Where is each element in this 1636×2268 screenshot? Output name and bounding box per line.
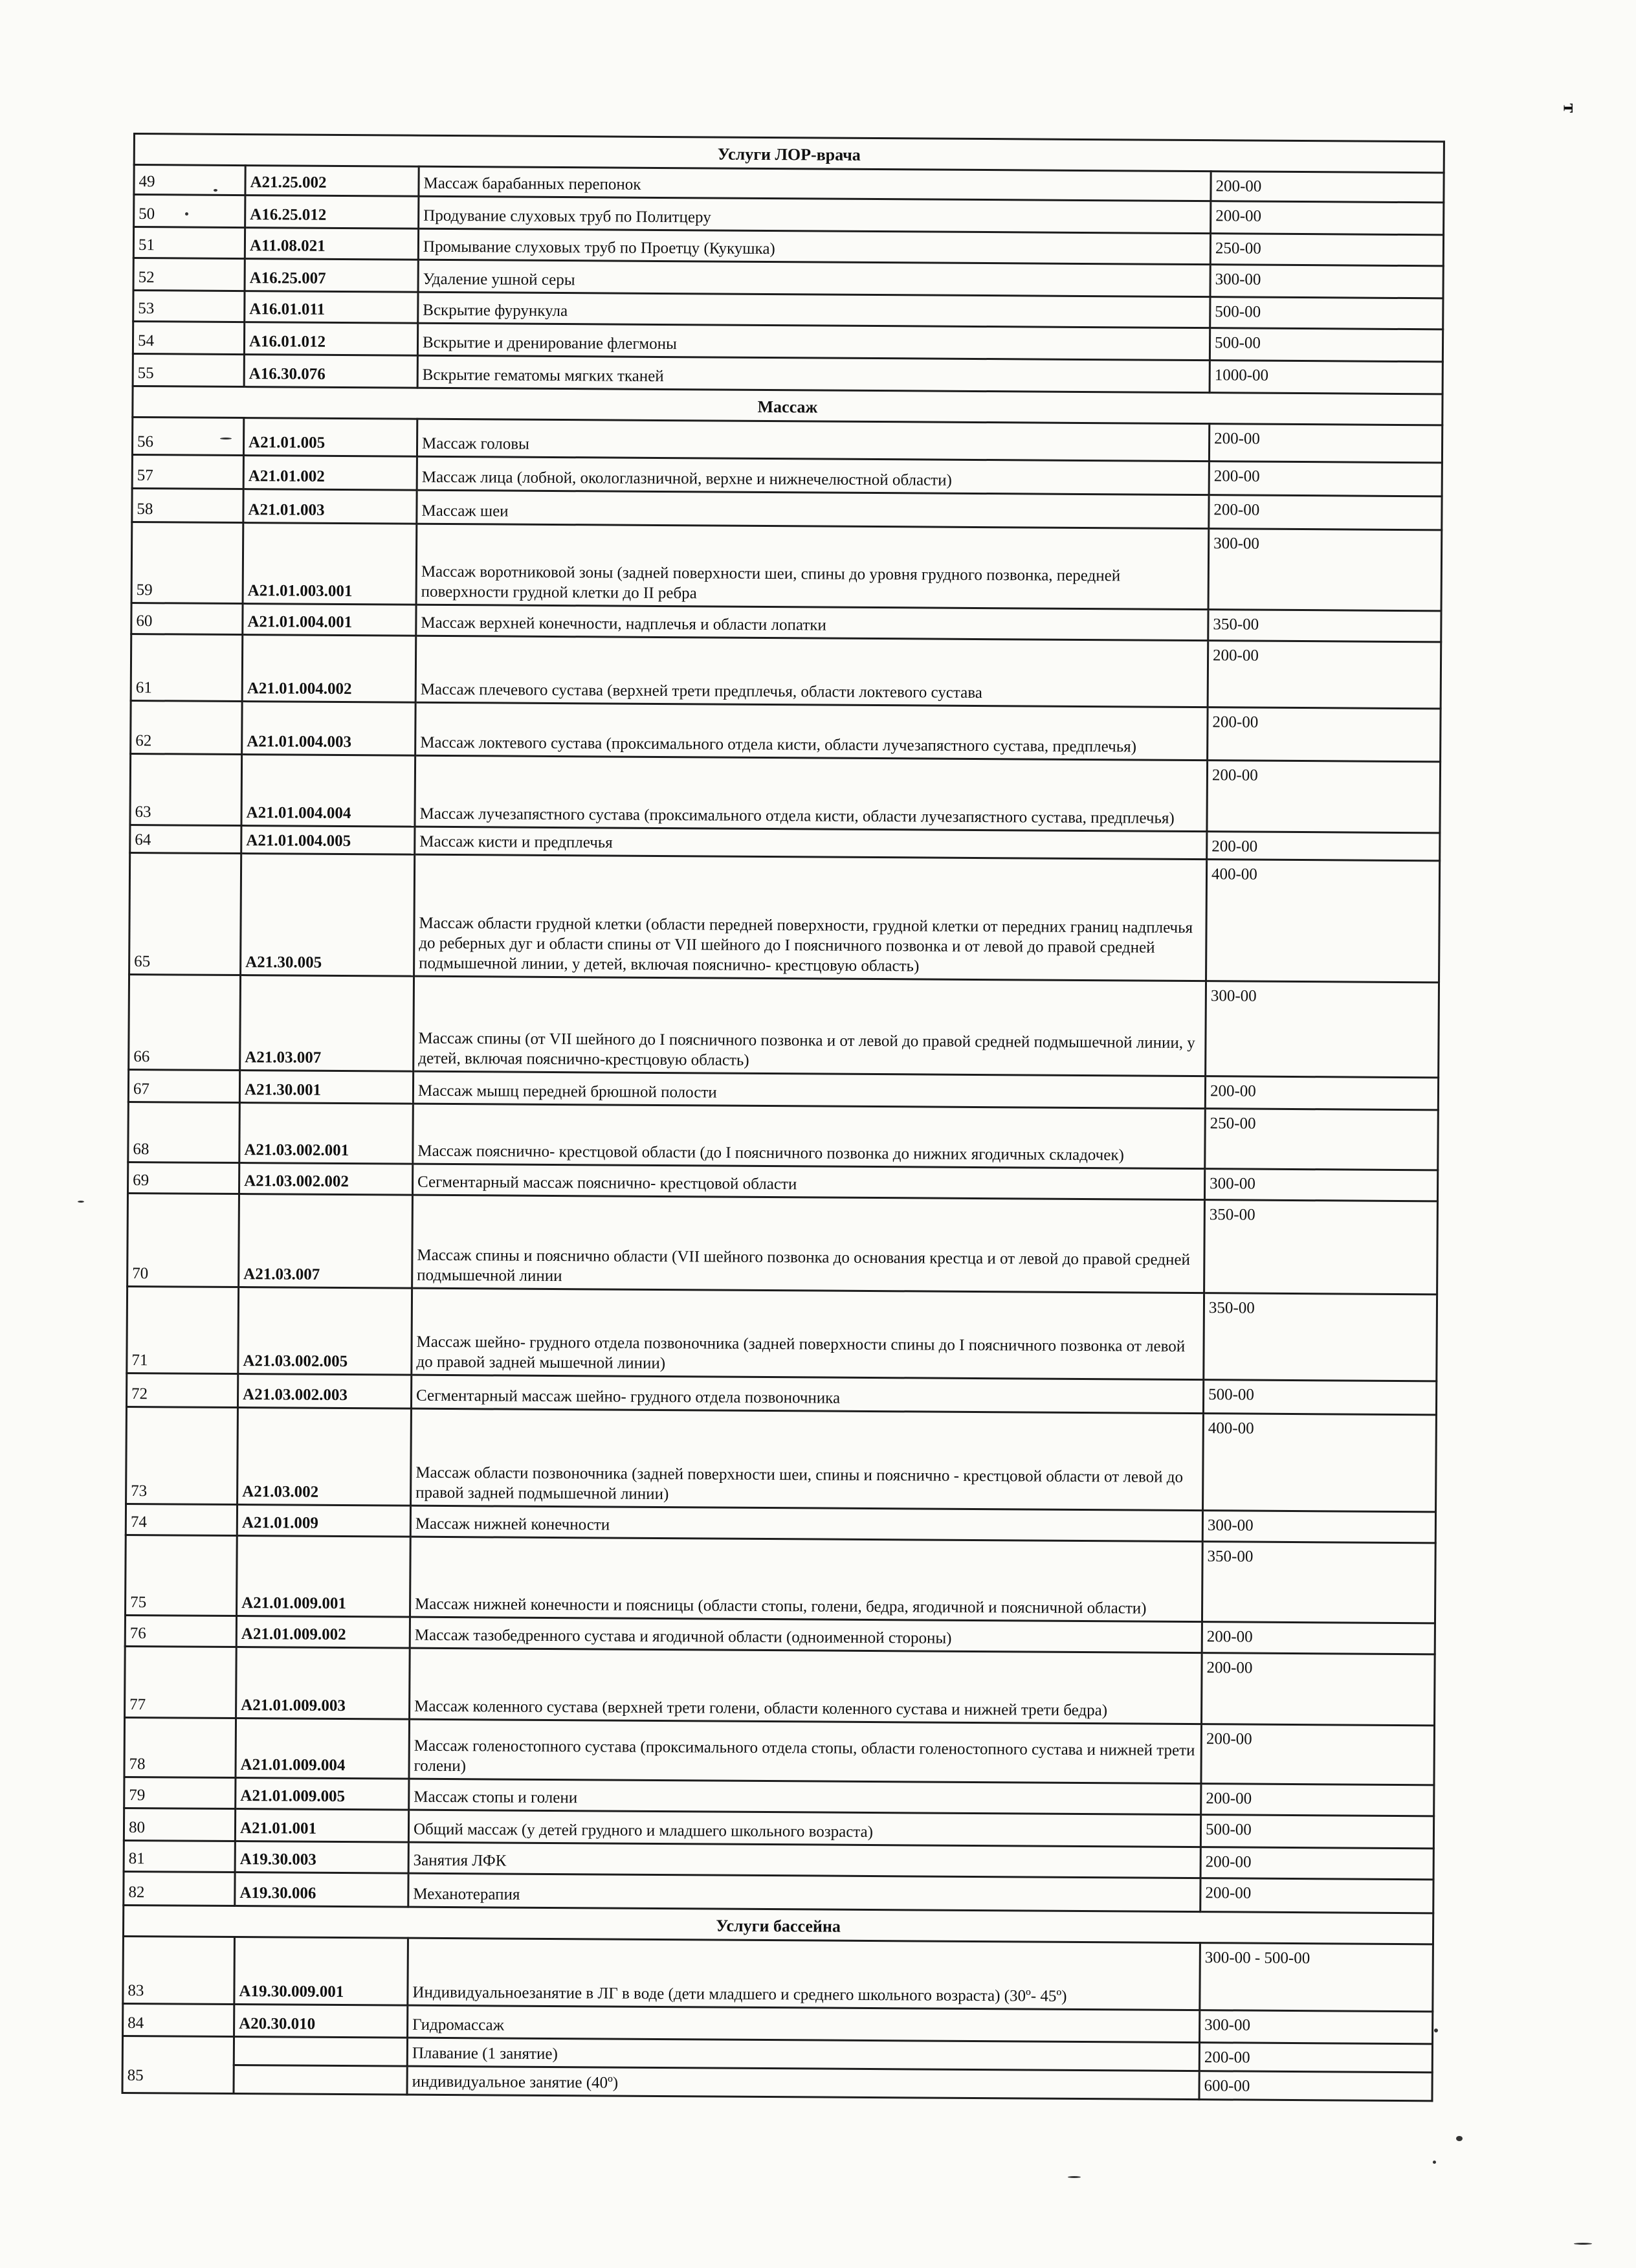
service-code: A11.08.021 xyxy=(245,228,418,260)
service-name: Гидромассаж xyxy=(408,2005,1200,2042)
scan-speck xyxy=(220,438,232,439)
service-price: 200-00 xyxy=(1200,1847,1433,1880)
service-price: 200-00 xyxy=(1208,641,1441,709)
service-price: 300-00 xyxy=(1202,1511,1435,1543)
service-price: 250-00 xyxy=(1210,234,1443,266)
table-row xyxy=(126,1407,1437,1512)
table-row xyxy=(129,975,1439,1078)
service-price: 200-00 xyxy=(1205,1076,1438,1110)
service-name: Вскрытие и дренирование флегмоны xyxy=(417,323,1210,360)
service-price: 1000-00 xyxy=(1210,361,1443,394)
service-code: A19.30.009.001 xyxy=(234,1937,408,2006)
row-number: 84 xyxy=(123,2004,234,2037)
row-number: 54 xyxy=(133,322,244,355)
service-code: A21.30.001 xyxy=(239,1071,413,1104)
scan-speck xyxy=(1433,2161,1436,2164)
row-number: 79 xyxy=(124,1777,236,1809)
service-name: Удаление ушной серы xyxy=(418,260,1210,296)
scan-speck xyxy=(78,1201,84,1203)
row-number: 76 xyxy=(125,1616,236,1647)
row-number: 78 xyxy=(124,1718,236,1778)
service-price: 200-00 xyxy=(1202,1622,1435,1654)
service-code: A21.01.009.002 xyxy=(236,1616,410,1649)
service-code: A21.01.009.003 xyxy=(236,1647,410,1720)
service-name: Массаж спины (от VII шейного до I поясничного позвонка и от левой до правой средней подмышечной линии, у детей, включая пояснично-крестцовую область) xyxy=(414,976,1206,1076)
service-name: Общий массаж (у детей грудного и младшего школьного возраста) xyxy=(408,1810,1200,1847)
row-number: 71 xyxy=(127,1287,239,1374)
service-code: A21.01.009 xyxy=(237,1505,410,1537)
row-number: 61 xyxy=(131,634,243,701)
service-code: A21.01.009.004 xyxy=(236,1718,410,1779)
table-row xyxy=(124,1718,1435,1785)
service-name: Массаж кисти и предплечья xyxy=(415,827,1207,860)
service-price: 500-00 xyxy=(1203,1380,1436,1415)
row-number: 51 xyxy=(133,227,245,259)
service-code: A21.03.007 xyxy=(239,1194,413,1289)
service-code: A21.01.003.001 xyxy=(243,523,417,605)
service-code: A21.01.004.002 xyxy=(242,635,416,703)
service-price: 400-00 xyxy=(1206,860,1440,983)
table-row xyxy=(127,1287,1437,1381)
service-name: Механотерапия xyxy=(408,1873,1200,1911)
service-code: A21.03.002 xyxy=(238,1408,412,1506)
service-code: A21.01.009.005 xyxy=(236,1778,409,1810)
service-price: 200-00 xyxy=(1207,761,1441,833)
row-number: 81 xyxy=(124,1841,235,1873)
scan-speck xyxy=(214,189,217,192)
service-price: 300-00 xyxy=(1204,1169,1437,1201)
row-number: 60 xyxy=(131,603,243,634)
scan-speck xyxy=(1574,2243,1592,2245)
service-price: 300-00 xyxy=(1208,529,1442,611)
price-list-table xyxy=(121,133,1444,2102)
service-name: Массаж барабанных перепонок xyxy=(419,166,1211,201)
service-price: 200-00 xyxy=(1207,832,1440,861)
service-code: A21.01.004.001 xyxy=(243,604,416,636)
service-code: A19.30.003 xyxy=(235,1841,408,1874)
service-name: Массаж голеностопного сустава (проксимального отдела стопы, области голеностопного сустава и нижней трети голени) xyxy=(409,1719,1202,1783)
service-name: Массаж плечевого сустава (верхней трети предплечья, области локтевого сустава xyxy=(415,636,1208,707)
corner-mark: т xyxy=(1559,103,1581,113)
service-price: 500-00 xyxy=(1210,297,1443,329)
service-price: 500-00 xyxy=(1200,1815,1433,1849)
service-name: Массаж пояснично- крестцовой области (до I поясничного позвонка до нижних ягодичных складочек) xyxy=(413,1104,1206,1168)
service-code xyxy=(234,2065,407,2095)
row-number: 52 xyxy=(133,258,245,291)
service-price: 200-00 xyxy=(1208,707,1441,762)
service-name: Массаж головы xyxy=(417,419,1209,461)
service-code: A21.01.001 xyxy=(235,1809,408,1843)
service-price: 350-00 xyxy=(1202,1542,1435,1623)
table-row xyxy=(131,522,1442,610)
row-number: 67 xyxy=(128,1070,239,1103)
service-name: Массаж нижней конечности и поясницы (области стопы, голени, бедра, ягодичной и поясничной области) xyxy=(410,1537,1202,1621)
row-number: 83 xyxy=(123,1937,235,2005)
service-price: 200-00 xyxy=(1201,1724,1435,1785)
service-code: A21.03.002.003 xyxy=(238,1374,411,1409)
service-name: Индивидуальноезанятие в ЛГ в воде (дети младшего и среднего школьного возраста) (30º- 45º) xyxy=(408,1938,1200,2010)
service-price: 600-00 xyxy=(1199,2071,1432,2101)
row-number: 63 xyxy=(130,753,242,825)
service-price: 200-00 xyxy=(1202,1653,1435,1726)
service-price: 200-00 xyxy=(1209,495,1442,530)
service-code: A21.01.009.001 xyxy=(237,1536,411,1618)
service-code: A21.01.002 xyxy=(243,456,417,491)
table-row xyxy=(131,700,1441,761)
service-name: индивидуальное занятие (40º) xyxy=(407,2066,1199,2099)
table-row xyxy=(127,1194,1438,1295)
service-price: 400-00 xyxy=(1203,1414,1437,1512)
service-code: A21.01.003 xyxy=(243,489,417,524)
row-number: 82 xyxy=(124,1872,235,1906)
service-price: 200-00 xyxy=(1201,1784,1434,1816)
service-name: Массаж области позвоночника (задней поверхности шеи, спины и пояснично - крестцовой области от левой до правой задней подмышечной линии) xyxy=(411,1408,1204,1510)
service-code: A21.25.002 xyxy=(245,166,419,197)
service-code: A16.25.007 xyxy=(245,259,418,293)
service-code: A16.30.076 xyxy=(244,355,417,388)
service-name: Массаж коленного сустава (верхней трети голени, области коленного сустава и нижней трети бедра) xyxy=(410,1648,1202,1724)
service-name: Промывание слуховых труб по Проетцу (Кукушка) xyxy=(418,228,1210,264)
service-price: 200-00 xyxy=(1209,424,1442,463)
row-number: 73 xyxy=(126,1407,238,1505)
service-name: Массаж шеи xyxy=(417,490,1209,528)
service-price: 300-00 xyxy=(1206,981,1439,1078)
section-title: Массаж xyxy=(133,386,1443,425)
row-number: 69 xyxy=(127,1162,239,1194)
service-price: 200-00 xyxy=(1199,2043,1432,2073)
row-number: 68 xyxy=(128,1102,240,1163)
service-name: Плавание (1 занятие) xyxy=(407,2038,1199,2071)
service-price: 200-00 xyxy=(1200,1878,1433,1913)
row-number: 66 xyxy=(129,975,241,1071)
row-number: 59 xyxy=(131,522,243,603)
service-name: Массаж локтевого сустава (проксимального отдела кисти, области лучезапястного сустава, предплечья) xyxy=(415,702,1208,760)
service-name: Продувание слуховых труб по Политцеру xyxy=(419,196,1211,233)
service-price: 250-00 xyxy=(1205,1109,1439,1170)
row-number: 77 xyxy=(125,1647,237,1718)
table-row xyxy=(128,1102,1439,1170)
service-name: Массаж стопы и голени xyxy=(409,1779,1201,1814)
row-number: 64 xyxy=(130,825,241,853)
service-price: 200-00 xyxy=(1211,172,1444,203)
section-title: Услуги бассейна xyxy=(123,1906,1433,1944)
row-number: 53 xyxy=(133,291,245,322)
service-code: A19.30.006 xyxy=(235,1873,408,1907)
service-name: Массаж области грудной клетки (области передней поверхности, грудной клетки от передних границ надплечья до реберных дуг и области спины от VII шейного до I поясничного позвонка и от левой до правой средней подмышечной линии, у детей, включая пояснично- крестцовую область) xyxy=(414,854,1207,981)
table-row xyxy=(129,853,1440,983)
service-code: A21.01.004.004 xyxy=(241,755,415,827)
row-number: 80 xyxy=(124,1808,235,1841)
row-number: 50 xyxy=(134,195,245,228)
row-number: 57 xyxy=(132,454,243,489)
service-name: Массаж тазобедренного сустава и ягодичной области (одноименной стороны) xyxy=(410,1617,1202,1652)
service-name: Вскрытие гематомы мягких тканей xyxy=(417,355,1210,392)
service-price: 300-00 - 500-00 xyxy=(1200,1943,1433,2012)
service-price: 500-00 xyxy=(1210,328,1443,362)
service-code: A21.03.002.001 xyxy=(239,1103,414,1164)
row-number: 65 xyxy=(129,853,241,975)
row-number: 72 xyxy=(126,1373,238,1408)
table-row xyxy=(130,753,1441,832)
service-name: Массаж лучезапястного сустава (проксимального отдела кисти, области лучезапястного сустава, предплечья) xyxy=(415,755,1208,831)
service-code: A21.01.004.005 xyxy=(241,826,415,855)
service-code: A21.01.005 xyxy=(243,418,417,457)
service-name: Сегментарный массаж пояснично- крестцовой области xyxy=(412,1164,1204,1199)
row-number: 85 xyxy=(122,2036,234,2094)
service-name: Сегментарный массаж шейно- грудного отдела позвоночника xyxy=(411,1375,1203,1413)
row-number: 58 xyxy=(132,488,243,522)
scan-speck xyxy=(1456,2136,1463,2141)
service-code: A21.03.007 xyxy=(240,975,414,1072)
table-row xyxy=(126,1535,1436,1623)
service-name: Массаж верхней конечности, надплечья и области лопатки xyxy=(416,605,1208,640)
service-name: Массаж воротниковой зоны (задней поверхности шеи, спины до уровня грудного позвонка, передней поверхности грудной клетки до II ребра xyxy=(416,524,1209,609)
service-code xyxy=(234,2037,407,2067)
service-name: Массаж лица (лобной, окологлазничной, верхне и нижнечелюстной области) xyxy=(417,456,1209,495)
service-price: 300-00 xyxy=(1210,265,1443,298)
row-number: 55 xyxy=(133,354,244,387)
service-price: 350-00 xyxy=(1204,1293,1437,1381)
service-code: A16.25.012 xyxy=(245,195,419,229)
service-price: 200-00 xyxy=(1211,201,1444,235)
table-row xyxy=(123,1937,1433,2012)
table-row xyxy=(125,1647,1435,1726)
service-code: A20.30.010 xyxy=(234,2005,408,2038)
service-name: Массаж шейно- грудного отдела позвоночника (задней поверхности спины до I поясничного позвонка от левой до правой задней мышечной линии) xyxy=(412,1288,1204,1379)
service-name: Массаж спины и пояснично области (VII шейного позвонка до основания крестца и от левой до правой средней подмышечной линии xyxy=(412,1195,1205,1293)
service-price: 300-00 xyxy=(1200,2010,1433,2044)
scan-speck xyxy=(185,212,188,216)
row-number: 74 xyxy=(126,1504,237,1536)
table-row xyxy=(131,634,1441,708)
service-code: A16.01.011 xyxy=(245,291,418,324)
scan-speck xyxy=(1068,2176,1081,2178)
service-price: 200-00 xyxy=(1209,461,1442,496)
service-code: A16.01.012 xyxy=(244,322,417,356)
scan-speck xyxy=(1434,2029,1438,2032)
row-number: 75 xyxy=(126,1535,238,1616)
service-name: Вскрытие фурункула xyxy=(418,292,1210,328)
service-name: Занятия ЛФК xyxy=(408,1842,1200,1878)
row-number: 56 xyxy=(132,417,243,456)
service-code: A21.03.002.002 xyxy=(239,1163,412,1195)
service-code: A21.01.004.003 xyxy=(242,702,415,756)
row-number: 70 xyxy=(127,1194,239,1287)
service-price: 350-00 xyxy=(1204,1200,1438,1295)
service-code: A21.30.005 xyxy=(241,854,415,977)
row-number: 62 xyxy=(131,700,242,754)
service-name: Массаж мышц передней брюшной полости xyxy=(413,1071,1205,1108)
section-title: Услуги ЛОР-врача xyxy=(134,134,1444,173)
service-code: A21.03.002.005 xyxy=(238,1287,412,1375)
service-price: 350-00 xyxy=(1208,610,1441,642)
service-name: Массаж нижней конечности xyxy=(410,1506,1202,1541)
row-number: 49 xyxy=(134,165,245,195)
